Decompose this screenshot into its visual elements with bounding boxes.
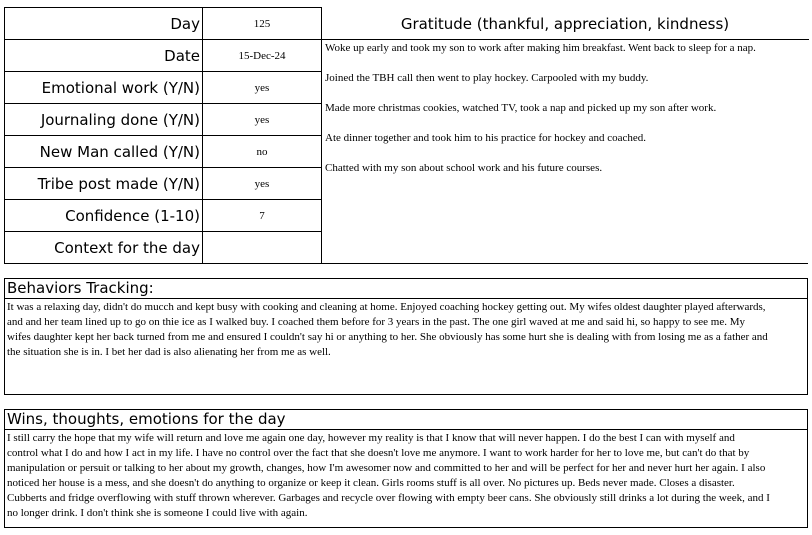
context-row-divider bbox=[322, 263, 808, 264]
tracker-row-confidence bbox=[5, 200, 322, 232]
new-man-called-value[interactable]: no bbox=[203, 136, 322, 168]
day-value[interactable]: 125 bbox=[203, 8, 322, 40]
behaviors-line-2: and and her team lined up to go on thie ice as I walked buy. I coached them before for 3 years in the past. The one girl waved at me and said hi, so happy to see me. My bbox=[7, 316, 745, 328]
gratitude-box[interactable] bbox=[321, 39, 809, 233]
emotional-work-label: Emotional work (Y/N) bbox=[5, 72, 203, 104]
behaviors-line-1: It was a relaxing day, didn't do mucch and kept busy with cooking and cleaning at home. Enjoyed coaching hockey getting out. My wifes oldest daughter played afterwards, bbox=[7, 301, 766, 313]
tracker-row-emotional-work bbox=[5, 72, 322, 104]
tracker-row-context bbox=[5, 232, 322, 264]
tracker-row-day bbox=[5, 8, 322, 40]
wins-line-1: I still carry the hope that my wife will return and love me again one day, however my reality is that I know that will never happen. I do the best I can with myself and bbox=[7, 432, 735, 444]
tribe-post-value[interactable]: yes bbox=[203, 168, 322, 200]
date-value[interactable]: 15-Dec-24 bbox=[203, 40, 322, 72]
emotional-work-value[interactable]: yes bbox=[203, 72, 322, 104]
gratitude-entry-3: Made more christmas cookies, watched TV, took a nap and picked up my son after work. bbox=[325, 102, 717, 114]
date-label: Date bbox=[5, 40, 203, 72]
behaviors-section bbox=[4, 278, 808, 395]
new-man-called-label: New Man called (Y/N) bbox=[5, 136, 203, 168]
context-label: Context for the day bbox=[5, 232, 203, 264]
wins-text[interactable] bbox=[5, 430, 807, 521]
gratitude-entry-2: Joined the TBH call then went to play hockey. Carpooled with my buddy. bbox=[325, 72, 649, 84]
tracker-table bbox=[4, 7, 322, 264]
day-label: Day bbox=[5, 8, 203, 40]
behaviors-line-3: wifes daughter kept her back turned from me and ensured I couldn't say hi or anything to her. She obviously has some hurt she is dealing with from losing me as a father and bbox=[7, 331, 768, 343]
wins-line-3: manipulation or persuit or talking to her about my growth, changes, how I'm awesomer now and committed to her and will be perfect for her and never hurt her again. I also bbox=[7, 462, 766, 474]
wins-title: Wins, thoughts, emotions for the day bbox=[5, 410, 807, 430]
wins-line-6: no longer drink. I don't think she is someone I could live with again. bbox=[7, 507, 308, 519]
tracker-row-journaling bbox=[5, 104, 322, 136]
behaviors-title: Behaviors Tracking: bbox=[5, 279, 807, 299]
context-value[interactable] bbox=[203, 232, 322, 264]
confidence-label: Confidence (1-10) bbox=[5, 200, 203, 232]
gratitude-entry-5: Chatted with my son about school work and his future courses. bbox=[325, 162, 603, 174]
tribe-post-label: Tribe post made (Y/N) bbox=[5, 168, 203, 200]
behaviors-text[interactable] bbox=[5, 299, 807, 360]
journaling-value[interactable]: yes bbox=[203, 104, 322, 136]
tracker-row-tribe-post bbox=[5, 168, 322, 200]
gratitude-entry-4: Ate dinner together and took him to his practice for hockey and coached. bbox=[325, 132, 647, 144]
wins-line-2: control what I do and how I act in my life. I have no control over the fact that she doesn't love me anymore. I want to work harder for her to love me, but can't do that by bbox=[7, 447, 750, 459]
wins-section bbox=[4, 409, 808, 528]
gratitude-entry-1: Woke up early and took my son to work after making him breakfast. Went back to sleep for a nap. bbox=[325, 42, 756, 54]
tracker-row-new-man-called bbox=[5, 136, 322, 168]
tracker-row-date bbox=[5, 40, 322, 72]
journaling-label: Journaling done (Y/N) bbox=[5, 104, 203, 136]
gratitude-title: Gratitude (thankful, appreciation, kindness) bbox=[400, 15, 730, 33]
wins-line-4: noticed her house is a mess, and she doesn't do anything to organize or keep it clean. Girls rooms stuff is all over. No pictures up. Beds never made. Closes a disaster. bbox=[7, 477, 735, 489]
confidence-value[interactable]: 7 bbox=[203, 200, 322, 232]
behaviors-line-4: the situation she is in. I bet her dad is also alienating her from me as well. bbox=[7, 346, 331, 358]
wins-line-5: Cubberts and fridge overflowing with stuff thrown wherever. Garbages and recycle over flowing with empty beer cans. She obviously still drinks a lot during the week, and I bbox=[7, 492, 770, 504]
